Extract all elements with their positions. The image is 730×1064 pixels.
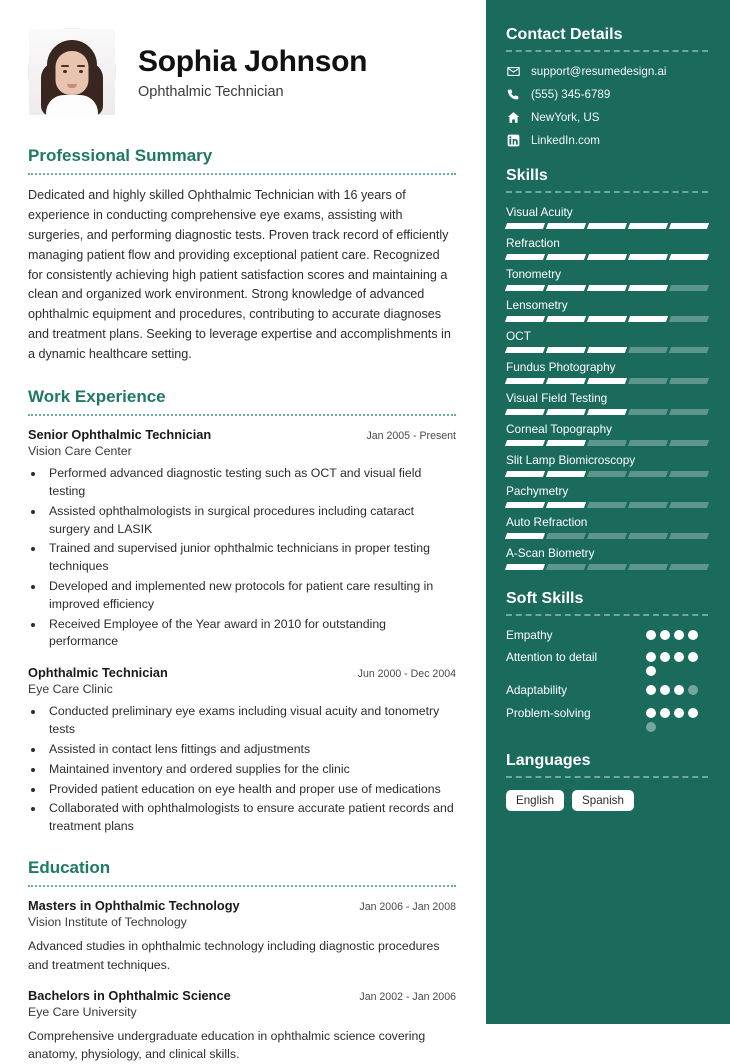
skill-segment — [669, 347, 709, 353]
skill-segment — [628, 409, 668, 415]
skill-segment — [628, 316, 668, 322]
skill-segment — [505, 471, 545, 477]
skill-level-bar — [506, 471, 708, 477]
contact-row[interactable] — [506, 87, 708, 101]
skill-segment — [546, 316, 586, 322]
entry-date: Jan 2005 - Present — [366, 430, 456, 443]
contact-row[interactable] — [506, 64, 708, 78]
skill-segment — [628, 223, 668, 229]
entry-bullet-list — [45, 703, 456, 836]
skill-segment — [587, 502, 627, 508]
soft-skill-rating — [646, 650, 708, 676]
summary-text: Dedicated and highly skilled Ophthalmic Technician with 16 years of experience in conducting comprehensive eye exams, assisting with surgeries, and performing diagnostic tests. Proven track record of efficiently managing patient flow and providing exceptional patient care. Recognized for consistently achieving high patient satisfaction scores and maintaining a clean and organized work environment. Strong knowledge of advanced ophthalmic equipment and procedures, contributing to accurate diagnoses and treatment plans. Seeking to leverage expertise and accomplishments in a dynamic healthcare setting. — [28, 188, 451, 362]
avatar — [28, 28, 116, 116]
languages-list — [506, 790, 708, 811]
soft-skill-dot — [674, 630, 684, 640]
skill-segment — [505, 347, 545, 353]
skill-segment — [628, 285, 668, 291]
section-heading: Soft Skills — [506, 590, 584, 607]
skill-segment — [546, 533, 586, 539]
skill-level-bar — [506, 378, 708, 384]
skill-label: Visual Acuity — [506, 205, 573, 219]
soft-skill-dot — [688, 630, 698, 640]
skill-label: Visual Field Testing — [506, 391, 608, 405]
skill-segment — [546, 285, 586, 291]
education-entry — [28, 988, 456, 1064]
section-education — [28, 858, 456, 1064]
section-divider — [506, 50, 708, 52]
soft-skill-dot — [674, 652, 684, 662]
list-item: • Received Employee of the Year award in 2010 for outstanding performance — [45, 616, 456, 652]
skill-segment — [628, 347, 668, 353]
section-divider — [506, 614, 708, 616]
skill-label: Tonometry — [506, 267, 562, 281]
skill-item — [506, 546, 708, 570]
skill-level-bar — [506, 533, 708, 539]
skill-segment — [628, 254, 668, 260]
work-entry-list — [28, 427, 456, 836]
language-pill[interactable]: English — [506, 790, 564, 811]
soft-skill-dot — [646, 666, 656, 676]
soft-skill-rating — [646, 628, 708, 640]
skill-segment — [669, 471, 709, 477]
soft-skill-dot — [674, 708, 684, 718]
skill-segment — [587, 347, 627, 353]
skill-segment — [505, 378, 545, 384]
entry-header — [28, 898, 456, 913]
section-skills — [506, 167, 708, 570]
skill-item — [506, 360, 708, 384]
list-item: • Trained and supervised junior ophthalmic technicians in proper testing techniques — [45, 540, 456, 576]
soft-skill-label: Attention to detail — [506, 650, 598, 665]
skill-segment — [587, 378, 627, 384]
section-heading: Professional Summary — [28, 146, 213, 165]
skill-segment — [587, 564, 627, 570]
soft-skill-dot — [688, 652, 698, 662]
entry-date: Jan 2006 - Jan 2008 — [359, 901, 456, 914]
soft-skill-dot — [688, 708, 698, 718]
soft-skill-dot — [646, 630, 656, 640]
skill-segment — [546, 378, 586, 384]
entry-header — [28, 665, 456, 680]
skill-label: Lensometry — [506, 298, 568, 312]
skill-label: Slit Lamp Biomicroscopy — [506, 453, 636, 467]
skill-item — [506, 329, 708, 353]
skill-item — [506, 453, 708, 477]
resume-header — [28, 28, 456, 116]
entry-organization: Vision Institute of Technology — [28, 915, 187, 930]
soft-skill-dot — [688, 685, 698, 695]
skill-level-bar — [506, 254, 708, 260]
soft-skill-dot — [674, 685, 684, 695]
skill-segment — [628, 564, 668, 570]
skill-level-bar — [506, 409, 708, 415]
section-divider — [28, 885, 456, 887]
soft-skill-dot — [646, 685, 656, 695]
skill-segment — [669, 502, 709, 508]
section-divider — [506, 776, 708, 778]
skill-segment — [546, 347, 586, 353]
skill-level-bar — [506, 316, 708, 322]
list-item: • Collaborated with ophthalmologists to ensure accurate patient records and treatment plans — [45, 800, 456, 836]
contact-value: LinkedIn.com — [531, 133, 600, 147]
skill-segment — [669, 316, 709, 322]
work-entry — [28, 427, 456, 651]
skills-list — [506, 205, 708, 570]
skill-level-bar — [506, 502, 708, 508]
skill-segment — [546, 502, 586, 508]
skill-label: Refraction — [506, 236, 560, 250]
list-item: • Assisted in contact lens fittings and adjustments — [45, 741, 456, 759]
skill-segment — [546, 223, 586, 229]
contact-value: support@resumedesign.ai — [531, 64, 667, 78]
skill-segment — [628, 471, 668, 477]
list-item: • Provided patient education on eye health and proper use of medications — [45, 781, 456, 799]
skill-label: Pachymetry — [506, 484, 569, 498]
skill-label: OCT — [506, 329, 531, 343]
soft-skill-item — [506, 650, 708, 676]
header-text — [138, 45, 367, 100]
contact-value: (555) 345-6789 — [531, 87, 611, 101]
list-item: • Developed and implemented new protocols for patient care resulting in improved efficiency — [45, 578, 456, 614]
soft-skill-dot — [660, 630, 670, 640]
job-title: Ophthalmic Technician — [138, 83, 284, 100]
skill-segment — [669, 285, 709, 291]
entry-header — [28, 988, 456, 1003]
skill-segment — [546, 471, 586, 477]
skill-level-bar — [506, 564, 708, 570]
soft-skill-rating — [646, 683, 708, 695]
home-icon — [506, 110, 520, 124]
entry-organization: Vision Care Center — [28, 444, 132, 459]
page-title: Sophia Johnson — [138, 44, 368, 78]
skill-segment — [505, 285, 545, 291]
skill-item — [506, 391, 708, 415]
skill-segment — [669, 533, 709, 539]
skill-segment — [628, 440, 668, 446]
envelope-icon — [506, 64, 520, 78]
work-entry — [28, 665, 456, 836]
entry-date: Jan 2002 - Jan 2006 — [359, 990, 456, 1003]
section-work-experience — [28, 387, 456, 836]
skill-level-bar — [506, 347, 708, 353]
skill-item — [506, 205, 708, 229]
skill-segment — [587, 316, 627, 322]
skill-segment — [505, 223, 545, 229]
skill-segment — [669, 378, 709, 384]
skill-segment — [628, 533, 668, 539]
section-contact-details — [506, 26, 708, 147]
entry-bullet-list — [45, 465, 456, 651]
section-divider — [506, 191, 708, 193]
soft-skill-label: Empathy — [506, 628, 553, 642]
linkedin-icon — [506, 133, 520, 147]
education-entry-list — [28, 898, 456, 1064]
soft-skill-dot — [646, 652, 656, 662]
skill-segment — [669, 564, 709, 570]
soft-skill-item — [506, 683, 708, 698]
phone-icon — [506, 87, 520, 101]
skill-segment — [587, 533, 627, 539]
section-heading: Contact Details — [506, 26, 623, 43]
entry-title: Senior Ophthalmic Technician — [28, 427, 212, 443]
skill-segment — [587, 254, 627, 260]
skill-segment — [546, 564, 586, 570]
entry-organization: Eye Care University — [28, 1004, 137, 1019]
soft-skill-item — [506, 706, 708, 732]
skill-level-bar — [506, 285, 708, 291]
skill-segment — [669, 409, 709, 415]
skill-item — [506, 267, 708, 291]
skill-item — [506, 236, 708, 260]
entry-description: Comprehensive undergraduate education in ophthalmic science covering anatomy, physiology, and clinical skills. — [28, 1028, 426, 1062]
sidebar — [486, 0, 730, 1024]
soft-skill-dot — [660, 708, 670, 718]
list-item: • Conducted preliminary eye exams including visual acuity and tonometry tests — [45, 703, 456, 739]
skill-label: Auto Refraction — [506, 515, 588, 529]
education-entry — [28, 898, 456, 974]
soft-skill-dot — [646, 722, 656, 732]
section-languages — [506, 752, 708, 811]
skill-segment — [587, 440, 627, 446]
skill-segment — [505, 440, 545, 446]
skill-segment — [505, 533, 545, 539]
skill-item — [506, 484, 708, 508]
skill-segment — [505, 564, 545, 570]
entry-title: Masters in Ophthalmic Technology — [28, 898, 240, 914]
skill-label: Corneal Topography — [506, 422, 613, 436]
soft-skill-item — [506, 628, 708, 643]
list-item: • Maintained inventory and ordered supplies for the clinic — [45, 761, 456, 779]
entry-description: Advanced studies in ophthalmic technology including diagnostic procedures and treatment techniques. — [28, 939, 440, 972]
entry-title: Bachelors in Ophthalmic Science — [28, 987, 231, 1003]
section-professional-summary — [28, 146, 456, 365]
soft-skill-rating — [646, 706, 708, 732]
entry-date: Jun 2000 - Dec 2004 — [357, 668, 456, 681]
list-item: • Performed advanced diagnostic testing such as OCT and visual field testing — [45, 465, 456, 501]
skill-item — [506, 422, 708, 446]
skill-segment — [587, 285, 627, 291]
contact-list — [506, 64, 708, 147]
section-soft-skills — [506, 590, 708, 732]
skill-segment — [587, 409, 627, 415]
skill-segment — [628, 378, 668, 384]
skill-segment — [587, 471, 627, 477]
contact-row[interactable] — [506, 133, 708, 147]
skill-item — [506, 515, 708, 539]
section-heading: Work Experience — [28, 387, 166, 407]
soft-skill-dot — [646, 708, 656, 718]
list-item: • Assisted ophthalmologists in surgical procedures including cataract surgery and LASIK — [45, 503, 456, 539]
skill-segment — [669, 440, 709, 446]
soft-skill-dot — [660, 685, 670, 695]
skill-level-bar — [506, 223, 708, 229]
section-heading: Languages — [506, 751, 591, 769]
skill-level-bar — [506, 440, 708, 446]
soft-skill-dot — [660, 652, 670, 662]
soft-skills-list — [506, 628, 708, 732]
skill-segment — [669, 254, 709, 260]
entry-header — [28, 427, 456, 442]
skill-item — [506, 298, 708, 322]
skill-segment — [505, 254, 545, 260]
contact-value: NewYork, US — [531, 110, 600, 124]
skill-segment — [546, 254, 586, 260]
skill-segment — [546, 409, 586, 415]
language-pill[interactable]: Spanish — [572, 790, 634, 811]
section-heading: Education — [28, 858, 111, 878]
soft-skill-label: Adaptability — [506, 683, 567, 698]
skill-label: A-Scan Biometry — [506, 546, 595, 560]
skill-segment — [669, 223, 709, 229]
skill-segment — [587, 223, 627, 229]
section-heading: Skills — [506, 167, 548, 184]
skill-segment — [505, 316, 545, 322]
section-divider — [28, 173, 456, 175]
contact-row[interactable] — [506, 110, 708, 124]
skill-segment — [546, 440, 586, 446]
skill-segment — [628, 502, 668, 508]
skill-label: Fundus Photography — [506, 360, 616, 374]
skill-segment — [505, 409, 545, 415]
soft-skill-label: Problem-solving — [506, 705, 591, 720]
section-divider — [28, 414, 456, 416]
entry-organization: Eye Care Clinic — [28, 682, 113, 697]
entry-title: Ophthalmic Technician — [28, 665, 168, 681]
skill-segment — [505, 502, 545, 508]
